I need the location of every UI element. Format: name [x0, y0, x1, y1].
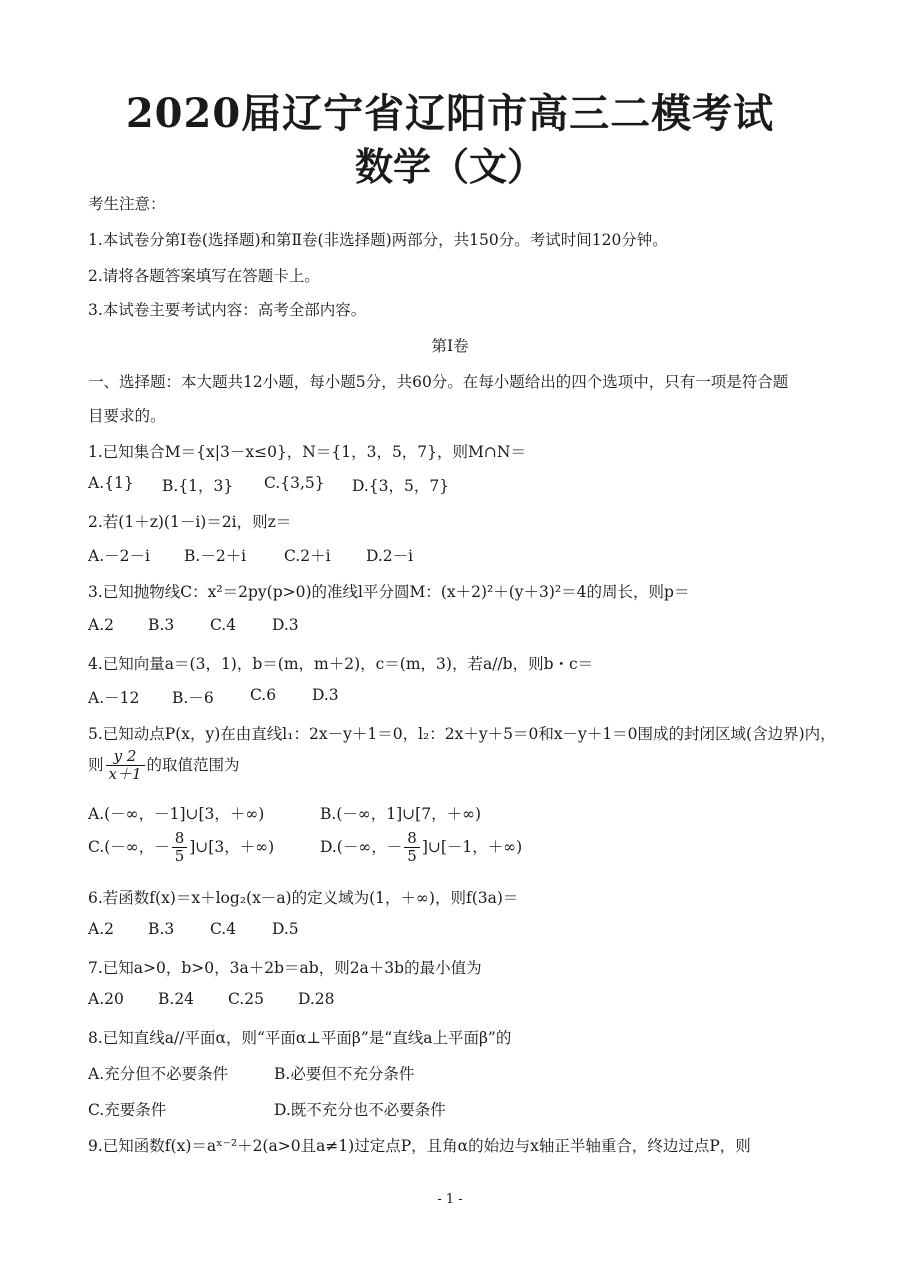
option: C.4 [210, 920, 237, 938]
document-title: 2020届辽宁省辽阳市高三二模考试 [125, 90, 775, 137]
option: D.28 [298, 990, 335, 1008]
question-stem: 4.已知向量a＝(3，1)，b＝(m，m＋2)，c＝(m，3)，若a//b，则b・c＝ [88, 655, 594, 673]
option: D.2－i [366, 547, 414, 565]
document-subtitle: 数学（文） [354, 144, 545, 189]
frac-suffix: 的取值范围为 [146, 755, 240, 774]
section-intro: 一、选择题：本大题共12小题，每小题5分，共60分。在每小题给出的四个选项中，只有一项是符合题 [88, 373, 789, 391]
question-stem: 9.已知函数f(x)＝aˣ⁻²＋2(a>0且a≠1)过定点P，且角α的始边与x轴正半轴重合，终边过点P，则 [88, 1137, 751, 1155]
fraction [106, 748, 145, 784]
question-stem-cont [88, 748, 240, 784]
question-stem: 8.已知直线a//平面α，则“平面α⊥平面β”是“直线a上平面β”的 [88, 1029, 512, 1047]
fraction-denominator: 5 [407, 847, 417, 866]
option: C.6 [250, 686, 277, 704]
question-stem: 5.已知动点P(x，y)在由直线l₁：2x－y＋1＝0，l₂：2x＋y＋5＝0和x－y＋1＝0围成的封闭区域(含边界)内， [88, 725, 836, 743]
page-number: - 1 - [437, 1192, 463, 1207]
option: C.2＋i [284, 547, 331, 565]
question-stem: 2.若(1＋z)(1－i)＝2i，则z＝ [88, 513, 292, 531]
option: D.5 [272, 920, 299, 938]
frac-prefix: 则 [88, 755, 104, 774]
option: B.3 [148, 616, 175, 634]
option [88, 830, 274, 866]
option: B.－6 [172, 689, 214, 707]
option: A.{1} [88, 474, 134, 492]
question-stem: 3.已知抛物线C：x²＝2py(p>0)的准线l平分圆M：(x＋2)²＋(y＋3)²＝4的周长，则p＝ [88, 583, 690, 601]
question-stem: 1.已知集合M＝{x|3－x≤0}，N＝{1，3，5，7}，则M∩N＝ [88, 443, 526, 461]
option: B.{1，3} [162, 477, 234, 495]
fraction [172, 830, 188, 866]
option: C.充要条件 [88, 1101, 167, 1119]
option: B.(－∞，1]∪[7，＋∞) [320, 805, 482, 823]
fraction-denominator: x＋1 [108, 765, 142, 784]
option: A.(－∞，－1]∪[3，＋∞) [88, 805, 265, 823]
option: D.3 [312, 686, 339, 704]
option: D.既不充分也不必要条件 [274, 1101, 446, 1119]
option: B.3 [148, 920, 175, 938]
option: D.{3，5，7} [352, 477, 450, 495]
option: C.4 [210, 616, 237, 634]
option: B.24 [158, 990, 195, 1008]
fraction [404, 830, 420, 866]
fraction-numerator: 8 [404, 830, 420, 848]
option: B.必要但不充分条件 [274, 1065, 415, 1083]
notice-item: 2.请将各题答案填写在答题卡上。 [88, 267, 320, 285]
section-intro-cont: 目要求的。 [88, 407, 166, 425]
option-post: ]∪[3，＋∞) [189, 837, 275, 856]
notice-item: 3.本试卷主要考试内容：高考全部内容。 [88, 301, 367, 319]
option-pre: C.(－∞，－ [88, 837, 170, 856]
notice-heading: 考生注意： [88, 195, 166, 213]
option: D.3 [272, 616, 299, 634]
option: B.－2＋i [184, 547, 247, 565]
option: A.2 [88, 920, 114, 938]
question-stem: 6.若函数f(x)＝x＋log₂(x－a)的定义域为(1，＋∞)，则f(3a)＝ [88, 889, 519, 907]
fraction-numerator: y 2 [106, 748, 145, 766]
notice-item: 1.本试卷分第Ⅰ卷(选择题)和第Ⅱ卷(非选择题)两部分，共150分。考试时间120分钟。 [88, 231, 668, 249]
option [320, 830, 522, 866]
option: A.20 [88, 990, 124, 1008]
option: C.25 [228, 990, 264, 1008]
option-pre: D.(－∞，－ [320, 837, 403, 856]
question-stem: 7.已知a>0，b>0，3a＋2b＝ab，则2a＋3b的最小值为 [88, 959, 482, 977]
option: C.{3,5} [264, 474, 325, 492]
option-post: ]∪[－1，＋∞) [421, 837, 523, 856]
option: A.2 [88, 616, 114, 634]
fraction-denominator: 5 [174, 847, 185, 866]
part-title: 第Ⅰ卷 [431, 337, 469, 355]
option: A.充分但不必要条件 [88, 1065, 229, 1083]
option: A.－12 [88, 689, 140, 707]
fraction-numerator: 8 [172, 830, 188, 848]
option: A.－2－i [88, 547, 150, 565]
